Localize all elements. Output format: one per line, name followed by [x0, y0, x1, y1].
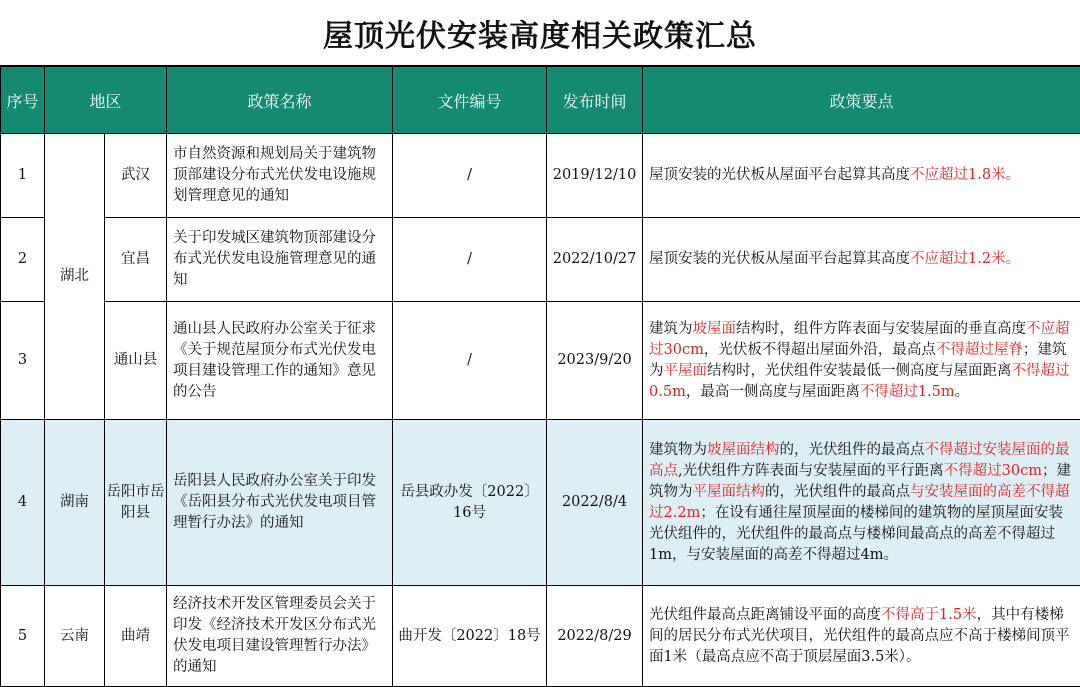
- highlight-text: 不得超过1.5m: [860, 384, 955, 400]
- row-doc-no: 曲开发〔2022〕18号: [393, 586, 547, 687]
- header-doc-no: 文件编号: [393, 67, 547, 134]
- row-no: 3: [1, 302, 45, 420]
- row-points: [643, 586, 1080, 687]
- row-doc-no: /: [393, 302, 547, 420]
- row-points: [643, 302, 1080, 420]
- row-doc-no: /: [393, 134, 547, 218]
- row-points: [643, 218, 1080, 302]
- header-no: 序号: [1, 67, 45, 134]
- row-policy-name: 通山县人民政府办公室关于征求《关于规范屋顶分布式光伏发电项目建设管理工作的通知》意见的公告: [167, 302, 393, 420]
- point-text: ,光伏组件方阵表面与安装屋面的平行距离: [678, 463, 944, 479]
- highlight-text: 不得高于1.5米: [881, 607, 977, 623]
- row-no: 4: [1, 420, 45, 586]
- highlight-text: 不得超过30cm: [944, 463, 1042, 479]
- row-no: 5: [1, 586, 45, 687]
- row-date: 2023/9/20: [547, 302, 643, 420]
- row-city: 岳阳市岳阳县: [105, 420, 167, 586]
- point-text: 的，光伏组件的最高点: [765, 484, 910, 500]
- highlight-text: 平屋面结构: [693, 484, 766, 500]
- row-province: 湖南: [45, 420, 105, 586]
- table-row: [1, 218, 1080, 302]
- highlight-text: 坡屋面: [693, 321, 737, 337]
- row-date: 2019/12/10: [547, 134, 643, 218]
- highlight-text: 与安装屋面的高差不得超过2.2m: [649, 484, 1070, 521]
- header-row: [1, 67, 1080, 134]
- row-city: 武汉: [105, 134, 167, 218]
- page-title: 屋顶光伏安装高度相关政策汇总: [0, 0, 1080, 66]
- point-text: ；在设有通往屋顶屋面的楼梯间的建筑物的屋顶屋面安装光伏组件的，光伏组件的最高点与楼梯间最高点的高差不得超过1m，与安装屋面的高差不得超过4m。: [649, 505, 1063, 563]
- point-text: ，光伏板不得超出屋面外沿，最高点: [704, 342, 936, 358]
- point-text: 结构时，光伏组件安装最低一侧高度与屋面距离: [707, 363, 1012, 379]
- row-date: 2022/8/29: [547, 586, 643, 687]
- highlight-text: 不得超过安装屋面的最高点: [649, 442, 1070, 479]
- row-policy-name: 经济技术开发区管理委员会关于印发《经济技术开发区分布式光伏发电项目建设管理暂行办法》的通知: [167, 586, 393, 687]
- table-row: [1, 420, 1080, 586]
- header-region: 地区: [45, 67, 167, 134]
- header-policy-name: 政策名称: [167, 67, 393, 134]
- point-text: 屋顶安装的光伏板从屋面平台起算其高度: [649, 167, 910, 183]
- row-date: 2022/8/4: [547, 420, 643, 586]
- row-points: [643, 420, 1080, 586]
- point-text: 屋顶安装的光伏板从屋面平台起算其高度: [649, 251, 910, 267]
- highlight-text: 不应超过30cm: [649, 321, 1070, 358]
- highlight-text: 不应超过1.2米。: [910, 251, 1020, 267]
- row-doc-no: /: [393, 218, 547, 302]
- highlight-text: 不应超过1.8米。: [910, 167, 1020, 183]
- row-city: 宜昌: [105, 218, 167, 302]
- row-date: 2022/10/27: [547, 218, 643, 302]
- row-doc-no: 岳县政办发〔2022〕16号: [393, 420, 547, 586]
- point-text: 结构时，组件方阵表面与安装屋面的垂直高度: [736, 321, 1026, 337]
- highlight-text: 平屋面: [664, 363, 708, 379]
- point-text: 建筑物为: [649, 442, 707, 458]
- point-text: ，其中有楼梯间的居民分布式光伏项目，光伏组件的最高点应不高于楼梯间顶平面1米（最高点应不高于顶层屋面3.5米）。: [649, 607, 1070, 665]
- highlight-text: 不得超过屋脊: [936, 342, 1023, 358]
- header-date: 发布时间: [547, 67, 643, 134]
- point-text: ；建筑物为: [649, 463, 1071, 500]
- policy-table: [0, 66, 1080, 687]
- row-policy-name: 岳阳县人民政府办公室关于印发《岳阳县分布式光伏发电项目管理暂行办法》的通知: [167, 420, 393, 586]
- point-text: 光伏组件最高点距离铺设平面的高度: [649, 607, 881, 623]
- row-policy-name: 市自然资源和规划局关于建筑物顶部建设分布式光伏发电设施规划管理意见的通知: [167, 134, 393, 218]
- point-text: ，最高一侧高度与屋面距离: [686, 384, 860, 400]
- row-no: 2: [1, 218, 45, 302]
- point-text: 的，光伏组件的最高点: [780, 442, 925, 458]
- header-points: 政策要点: [643, 67, 1080, 134]
- highlight-text: 不得超过0.5m: [649, 363, 1070, 400]
- row-points: [643, 134, 1080, 218]
- point-text: 。: [955, 384, 970, 400]
- row-city: 通山县: [105, 302, 167, 420]
- point-text: 建筑为: [649, 321, 693, 337]
- row-city: 曲靖: [105, 586, 167, 687]
- table-row: [1, 586, 1080, 687]
- table-row: [1, 134, 1080, 218]
- highlight-text: 坡屋面结构: [707, 442, 780, 458]
- table-row: [1, 302, 1080, 420]
- row-policy-name: 关于印发城区建筑物顶部建设分布式光伏发电设施管理意见的通知: [167, 218, 393, 302]
- row-province: 云南: [45, 586, 105, 687]
- row-province: 湖北: [45, 134, 105, 420]
- point-text: ；建筑为: [649, 342, 1066, 379]
- row-no: 1: [1, 134, 45, 218]
